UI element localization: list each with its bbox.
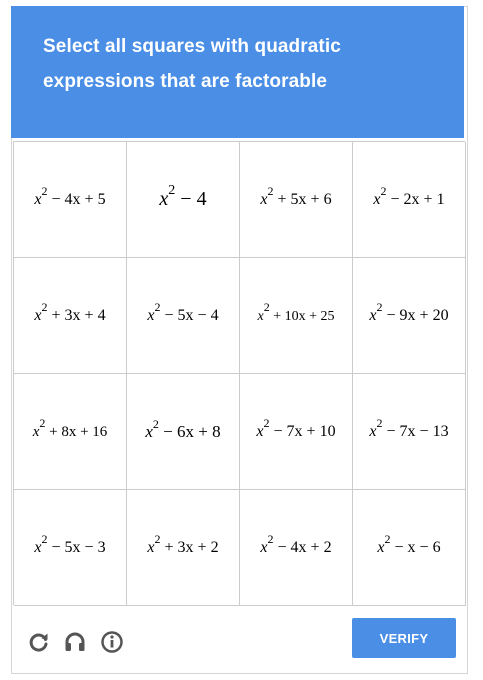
tile-8[interactable]: [353, 258, 466, 374]
captcha-header: [11, 6, 464, 138]
headphones-icon[interactable]: [63, 630, 87, 654]
info-icon[interactable]: [100, 630, 124, 654]
expression: $x^2 - 7x + 10$: [256, 415, 336, 440]
expression: $x^2 + 3x + 2$: [147, 531, 219, 556]
expression: $x^2 + 3x + 4$: [34, 299, 106, 324]
verify-button[interactable]: VERIFY: [352, 618, 456, 658]
expression: $x^2 - 6x + 8$: [145, 416, 221, 441]
expression: $x^2 - 9x + 20$: [369, 299, 449, 324]
expression: $x^2 + 8x + 16$: [32, 415, 108, 440]
expression: $x^2 - 7x - 13$: [369, 415, 449, 440]
tile-7[interactable]: [240, 258, 353, 374]
tile-grid: [13, 141, 465, 605]
tile-12[interactable]: [353, 374, 466, 490]
expression: $x^2 - 4x + 5$: [34, 183, 106, 208]
tile-10[interactable]: [127, 374, 240, 490]
tile-1[interactable]: [14, 142, 127, 258]
expression: $x^2 + 5x + 6$: [260, 183, 332, 208]
reload-icon[interactable]: [27, 630, 51, 654]
tile-3[interactable]: [240, 142, 353, 258]
expression: $x^2 - 5x - 4$: [147, 299, 219, 324]
expression: $x^2 + 10x + 25$: [257, 299, 335, 324]
tile-11[interactable]: [240, 374, 353, 490]
expression: $x^2 - 5x - 3$: [34, 531, 106, 556]
tile-2[interactable]: [127, 142, 240, 258]
captcha-footer: [11, 606, 468, 674]
tile-4[interactable]: [353, 142, 466, 258]
tile-5[interactable]: [14, 258, 127, 374]
instruction-line-1: Select all squares with quadratic: [43, 36, 341, 57]
tile-16[interactable]: [353, 490, 466, 606]
expression: $x^2 - x - 6$: [377, 531, 441, 556]
instruction-line-2: expressions that are factorable: [43, 71, 327, 92]
tile-6[interactable]: [127, 258, 240, 374]
expression: $x^2 - 4x + 2$: [260, 531, 332, 556]
expression: $x^2 - 4$: [159, 183, 207, 210]
tile-13[interactable]: [14, 490, 127, 606]
tile-15[interactable]: [240, 490, 353, 606]
tile-14[interactable]: [127, 490, 240, 606]
tile-9[interactable]: [14, 374, 127, 490]
expression: $x^2 - 2x + 1$: [373, 183, 445, 208]
